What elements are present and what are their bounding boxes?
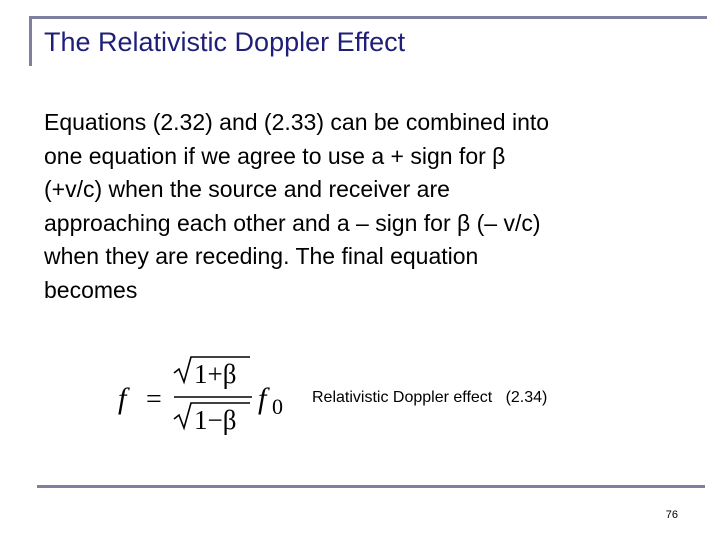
formula-rhs-subscript: 0	[272, 394, 283, 419]
formula-equals: =	[146, 384, 162, 415]
doppler-formula	[118, 345, 308, 445]
page-number: 76	[665, 509, 678, 521]
footer-divider	[37, 485, 705, 488]
formula-caption: Relativistic Doppler effect (2.34)	[312, 389, 548, 406]
body-paragraph: Equations (2.32) and (2.33) can be combined into one equation if we agree to use a + sign for β (+v/c) when the source and receiver are approaching each other and a – sign for β (– v/c) when they are receding. The final equation becomes	[44, 109, 550, 303]
formula-lhs: f	[118, 382, 127, 415]
formula-denominator: 1−β	[194, 405, 237, 435]
slide-title: The Relativistic Doppler Effect	[44, 27, 406, 57]
frame-left-border	[29, 16, 32, 66]
frame-top-border	[29, 16, 707, 19]
formula-numerator: 1+β	[194, 359, 237, 389]
formula-rhs: f	[258, 382, 267, 415]
